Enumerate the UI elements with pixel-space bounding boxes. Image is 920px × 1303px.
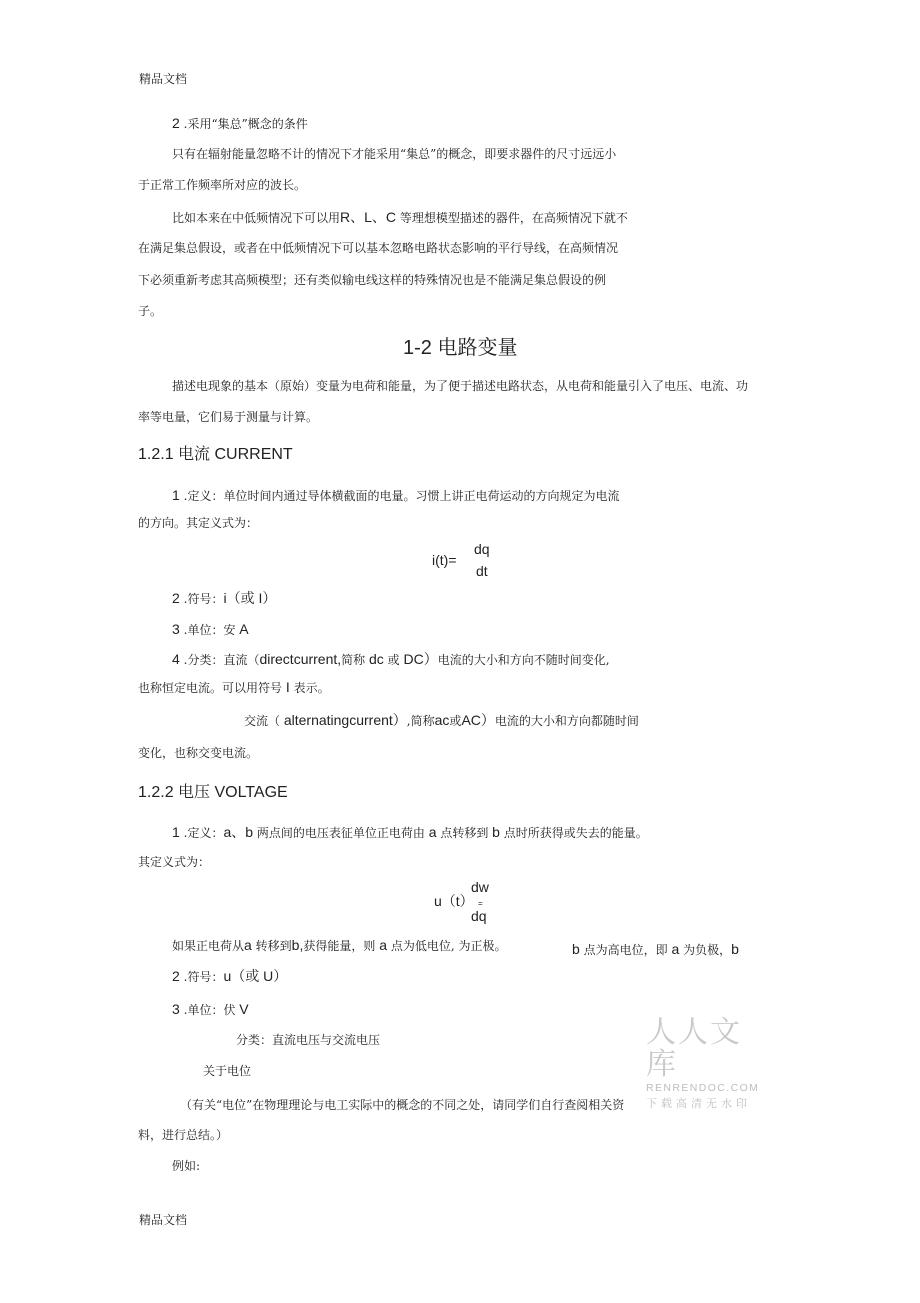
text-run: 点转移到 bbox=[440, 826, 489, 840]
formula-denominator: dq bbox=[471, 908, 487, 924]
text-run: b bbox=[731, 941, 739, 957]
formula-denominator: dt bbox=[476, 563, 488, 579]
paragraph-line: 在满足集总假设，或者在中低频情况下可以基本忽略电路状态影响的平行导线，在高频情况 bbox=[138, 241, 619, 255]
text-run: .符号： bbox=[183, 592, 224, 606]
text-run: 或 bbox=[387, 653, 400, 667]
text-run: a bbox=[379, 937, 387, 953]
paragraph-line bbox=[172, 622, 249, 637]
paragraph-line bbox=[172, 1002, 249, 1017]
text-run: 如果正电荷从 bbox=[172, 939, 245, 953]
paragraph-line: 的方向。其定义式为： bbox=[138, 516, 259, 530]
text-run: 表示。 bbox=[293, 681, 330, 695]
text-run: 等理想模型描述的器件，在高频情况下就不 bbox=[399, 211, 628, 225]
paragraph-line: 率等电量，它们易于测量与计算。 bbox=[138, 410, 319, 424]
paragraph-line: 只有在辐射能量忽略不计的情况下才能采用“集总”的概念，即要求器件的尺寸远远小 bbox=[172, 147, 617, 161]
text-run: i（或 I） bbox=[223, 590, 277, 606]
text-run: .定义：单位时间内通过导体横截面的电量。习惯上讲正电荷运动的方向规定为电流 bbox=[183, 489, 620, 503]
section-heading: 1.2.1 电流 CURRENT bbox=[138, 446, 293, 463]
text-run: I bbox=[285, 679, 290, 695]
item-number: 2 bbox=[172, 590, 180, 606]
paragraph-line: 变化，也称交变电流。 bbox=[138, 746, 259, 760]
formula-equals: = bbox=[478, 899, 483, 908]
text-run: b bbox=[492, 824, 500, 840]
text-run: alternatingcurrent） bbox=[283, 712, 407, 728]
section-title bbox=[172, 116, 308, 131]
text-run: 转移到 bbox=[255, 939, 292, 953]
text-run: 点为低电位, 为正极。 bbox=[390, 939, 507, 953]
text-run: 电流的大小和方向都随时间 bbox=[494, 714, 639, 728]
text-run: 比如本来在中低频情况下可以用 bbox=[172, 211, 341, 225]
text-run: 获得能量，则 bbox=[303, 939, 376, 953]
text-run: a bbox=[428, 824, 437, 840]
text-run: b bbox=[572, 941, 580, 957]
text-run: DC） bbox=[403, 651, 438, 667]
text-run: .符号： bbox=[183, 970, 224, 984]
paragraph-line: 描述电现象的基本（原始）变量为电荷和能量，为了便于描述电路状态，从电荷和能量引入了电压、电流、功 bbox=[172, 379, 749, 393]
text-run: ac bbox=[434, 712, 450, 728]
paragraph-line: 关于电位 bbox=[203, 1064, 252, 1078]
text-run: 简称 bbox=[341, 653, 366, 667]
paragraph-line: 下必须重新考虑其高频模型；还有类似输电线这样的特殊情况也是不能满足集总假设的例 bbox=[138, 273, 607, 287]
formula-numerator: dw bbox=[471, 879, 489, 895]
text-run: .单位：安 bbox=[183, 623, 236, 637]
formula-lhs: i(t)= bbox=[432, 552, 457, 568]
item-number: 1 bbox=[172, 824, 180, 840]
watermark-slogan: 下载高清无水印 bbox=[646, 1097, 751, 1110]
item-number: 3 bbox=[172, 621, 180, 637]
text-run: A bbox=[239, 621, 249, 637]
text-run: directcurrent, bbox=[259, 651, 342, 667]
paragraph-line: 于正常工作频率所对应的波长。 bbox=[138, 178, 307, 192]
text-run: 点时所获得或失去的能量。 bbox=[503, 826, 648, 840]
section-heading: 1.2.2 电压 VOLTAGE bbox=[138, 784, 288, 801]
paragraph-line: 子。 bbox=[138, 304, 163, 318]
text-run: a bbox=[244, 937, 252, 953]
formula-numerator: dq bbox=[474, 541, 490, 557]
section-number: 2 bbox=[172, 115, 180, 131]
text-run: ,简称 bbox=[406, 714, 435, 728]
text-run: a、b bbox=[223, 824, 254, 840]
paragraph-line bbox=[244, 713, 639, 728]
text-run: 交流（ bbox=[244, 714, 281, 728]
text-run: b, bbox=[291, 937, 304, 953]
paragraph-line: 例如: bbox=[172, 1159, 201, 1173]
paragraph-line bbox=[172, 938, 506, 953]
item-number: 3 bbox=[172, 1001, 180, 1017]
item-number: 2 bbox=[172, 968, 180, 984]
paragraph-line bbox=[172, 969, 287, 984]
paragraph-line bbox=[172, 210, 628, 225]
text-run: 两点间的电压表征单位正电荷由 bbox=[256, 826, 425, 840]
item-number: 1 bbox=[172, 487, 180, 503]
text-run: u（或 U） bbox=[223, 968, 288, 984]
text-run: .分类：直流（ bbox=[183, 653, 260, 667]
paragraph-line bbox=[172, 652, 610, 667]
paragraph-line bbox=[172, 591, 276, 606]
paragraph-line: 其定义式为： bbox=[138, 855, 211, 869]
watermark-title: 人人文库 bbox=[646, 1015, 742, 1082]
text-run: 点为高电位，即 bbox=[583, 943, 668, 957]
chapter-title: 1-2 电路变量 bbox=[403, 337, 518, 359]
text-run: 为负极， bbox=[683, 943, 732, 957]
paragraph-line bbox=[138, 680, 330, 695]
text-run: AC） bbox=[461, 712, 495, 728]
paragraph-line: 料，进行总结。） bbox=[138, 1128, 229, 1142]
page-header: 精品文档 bbox=[139, 72, 188, 86]
paragraph-line: 分类：直流电压与交流电压 bbox=[236, 1033, 381, 1047]
paragraph-line: （有关“电位”在物理理论与电工实际中的概念的不同之处，请同学们自行查阅相关资 bbox=[180, 1098, 625, 1112]
text-run: .定义： bbox=[183, 826, 224, 840]
text-run: a bbox=[671, 941, 680, 957]
item-number: 4 bbox=[172, 651, 180, 667]
paragraph-line bbox=[572, 942, 739, 957]
paragraph-line bbox=[172, 488, 619, 503]
paragraph-line bbox=[172, 825, 648, 840]
text-run: V bbox=[239, 1001, 249, 1017]
section-title-text: .采用“集总”概念的条件 bbox=[183, 117, 308, 131]
page-footer: 精品文档 bbox=[139, 1213, 188, 1227]
text-run: 或 bbox=[449, 714, 462, 728]
text-run: .单位：伏 bbox=[183, 1003, 236, 1017]
text-run: 也称恒定电流。可以用符号 bbox=[138, 681, 283, 695]
text-run: R、L、C bbox=[340, 209, 397, 225]
watermark-domain: RENRENDOC.COM bbox=[646, 1082, 760, 1094]
formula-lhs: u（t） bbox=[434, 893, 474, 909]
text-run: dc bbox=[369, 651, 384, 667]
watermark-logo bbox=[646, 1017, 772, 1111]
text-run: 电流的大小和方向不随时间变化, bbox=[437, 653, 610, 667]
